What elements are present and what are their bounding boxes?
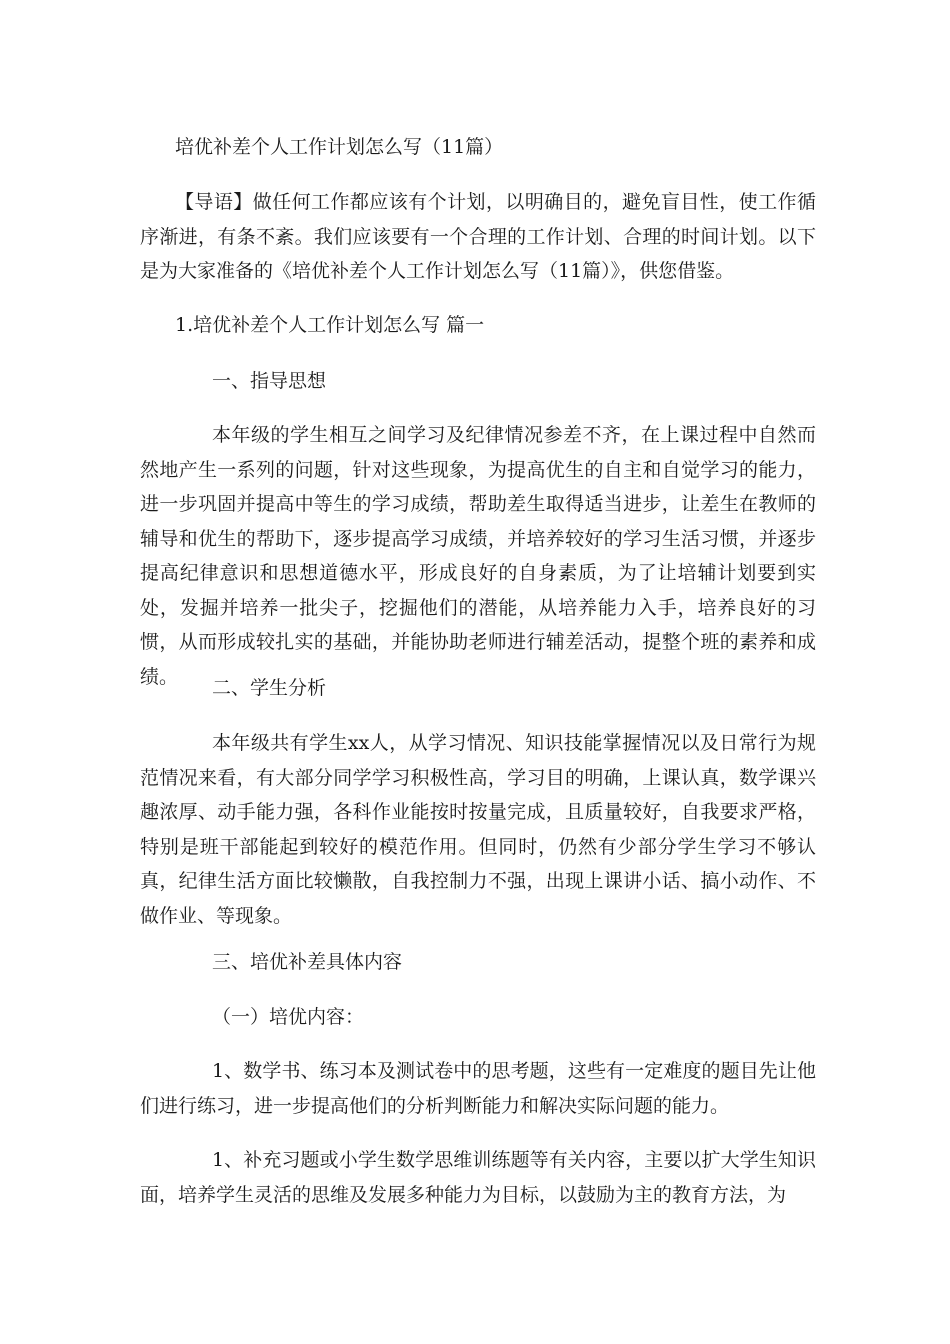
document-title: 培优补差个人工作计划怎么写（11篇） [175,136,504,158]
paragraph-item-1: 1、数学书、练习本及测试卷中的思考题，这些有一定难度的题目先让他们进行练习，进一步提高他们的分析判断能力和解决实际问题的能力。 [140,1060,816,1117]
heading-student-analysis: 二、学生分析 [212,677,327,699]
heading-guiding-ideology: 一、指导思想 [212,370,327,392]
paragraph-item-2: 1、补充习题或小学生数学思维训练题等有关内容，主要以扩大学生知识面，培养学生灵活的思维及发展多种能力为目标，以鼓励为主的教育方法，为 [140,1149,816,1206]
intro-paragraph: 【导语】做任何工作都应该有个计划，以明确目的，避免盲目性，使工作循序渐进，有条不紊。我们应该要有一个合理的工作计划、合理的时间计划。以下是为大家准备的《培优补差个人工作计划怎么写（11篇）》，供您借鉴。 [140,191,816,282]
section-heading: 1.培优补差个人工作计划怎么写 篇一 [175,314,485,336]
subheading-excellence-content: （一）培优内容： [212,1006,365,1028]
paragraph-student-analysis: 本年级共有学生xx人，从学习情况、知识技能掌握情况以及日常行为规范情况来看，有大部分同学学习积极性高，学习目的明确，上课认真，数学课兴趣浓厚、动手能力强，各科作业能按时按量完成，且质量较好，自我要求严格，特别是班干部能起到较好的模范作用。但同时，仍然有少部分学生学习不够认真，纪律生活方面比较懒散，自我控制力不强，出现上课讲小话、搞小动作、不做作业、等现象。 [140,732,816,927]
heading-specific-content: 三、培优补差具体内容 [212,951,403,973]
paragraph-guiding-ideology: 本年级的学生相互之间学习及纪律情况参差不齐，在上课过程中自然而然地产生一系列的问题，针对这些现象，为提高优生的自主和自觉学习的能力，进一步巩固并提高中等生的学习成绩，帮助差生取得适当进步，让差生在教师的辅导和优生的帮助下，逐步提高学习成绩，并培养较好的学习生活习惯，并逐步提高纪律意识和思想道德水平，形成良好的自身素质，为了让培辅计划要到实处，发掘并培养一批尖子，挖掘他们的潜能，从培养能力入手，培养良好的习惯，从而形成较扎实的基础，并能协助老师进行辅差活动，提整个班的素养和成绩。 [140,424,816,688]
